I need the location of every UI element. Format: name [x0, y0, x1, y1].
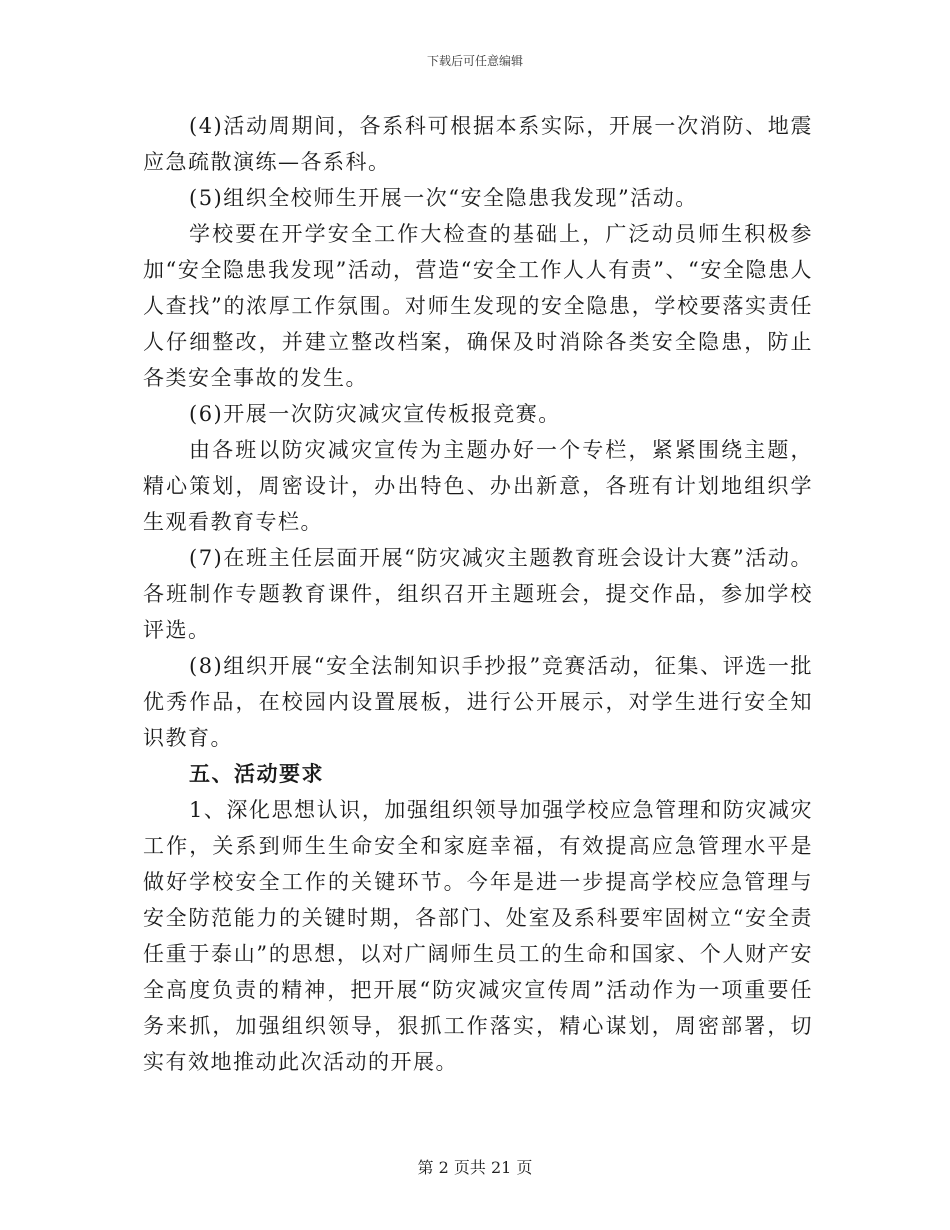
page-header: 下载后可任意编辑	[426, 54, 523, 68]
paragraph-requirement-1: 1、深化思想认识，加强组织领导加强学校应急管理和防灾减灾工作，关系到师生生命安全和家庭幸福，有效提高应急管理水平是做好学校安全工作的关键环节。今年是进一步提高学校应急管理与安全防范能力的关键时期，各部门、处室及系科要牢固树立“安全责任重于泰山”的思想，以对广阔师生员工的生命和国家、个人财产安全高度负责的精神，把开展“防灾减灾宣传周”活动作为一项重要任务来抓，加强组织领导，狠抓工作落实，精心谋划，周密部署，切实有效地推动此次活动的开展。	[143, 798, 813, 1074]
page-footer: 第 2 页共 21 页	[417, 1158, 533, 1177]
paragraph-8: (8)组织开展“安全法制知识手抄报”竞赛活动，征集、评选一批优秀作品，在校园内设置展板，进行公开展示，对学生进行安全知识教育。	[143, 654, 813, 750]
paragraph-6: (6)开展一次防灾减灾宣传板报竞赛。	[189, 402, 561, 426]
paragraph-6-detail: 由各班以防灾减灾宣传为主题办好一个专栏，紧紧围绕主题，精心策划，周密设计，办出特色、办出新意，各班有计划地组织学生观看教育专栏。	[143, 438, 813, 534]
paragraph-5: (5)组织全校师生开展一次“安全隐患我发现”活动。	[189, 186, 698, 210]
paragraph-4: (4)活动周期间，各系科可根据本系实际，开展一次消防、地震应急疏散演练—各系科。	[143, 114, 813, 174]
section-heading: 五、活动要求	[189, 761, 324, 786]
paragraph-7: (7)在班主任层面开展“防灾减灾主题教育班会设计大赛”活动。各班制作专题教育课件，组织召开主题班会，提交作品，参加学校评选。	[143, 546, 813, 642]
paragraph-5-detail: 学校要在开学安全工作大检查的基础上，广泛动员师生积极参加“安全隐患我发现”活动，营造“安全工作人人有责”、“安全隐患人人查找”的浓厚工作氛围。对师生发现的安全隐患，学校要落实责任人仔细整改，并建立整改档案，确保及时消除各类安全隐患，防止各类安全事故的发生。	[143, 222, 813, 390]
document-body	[143, 108, 813, 1080]
